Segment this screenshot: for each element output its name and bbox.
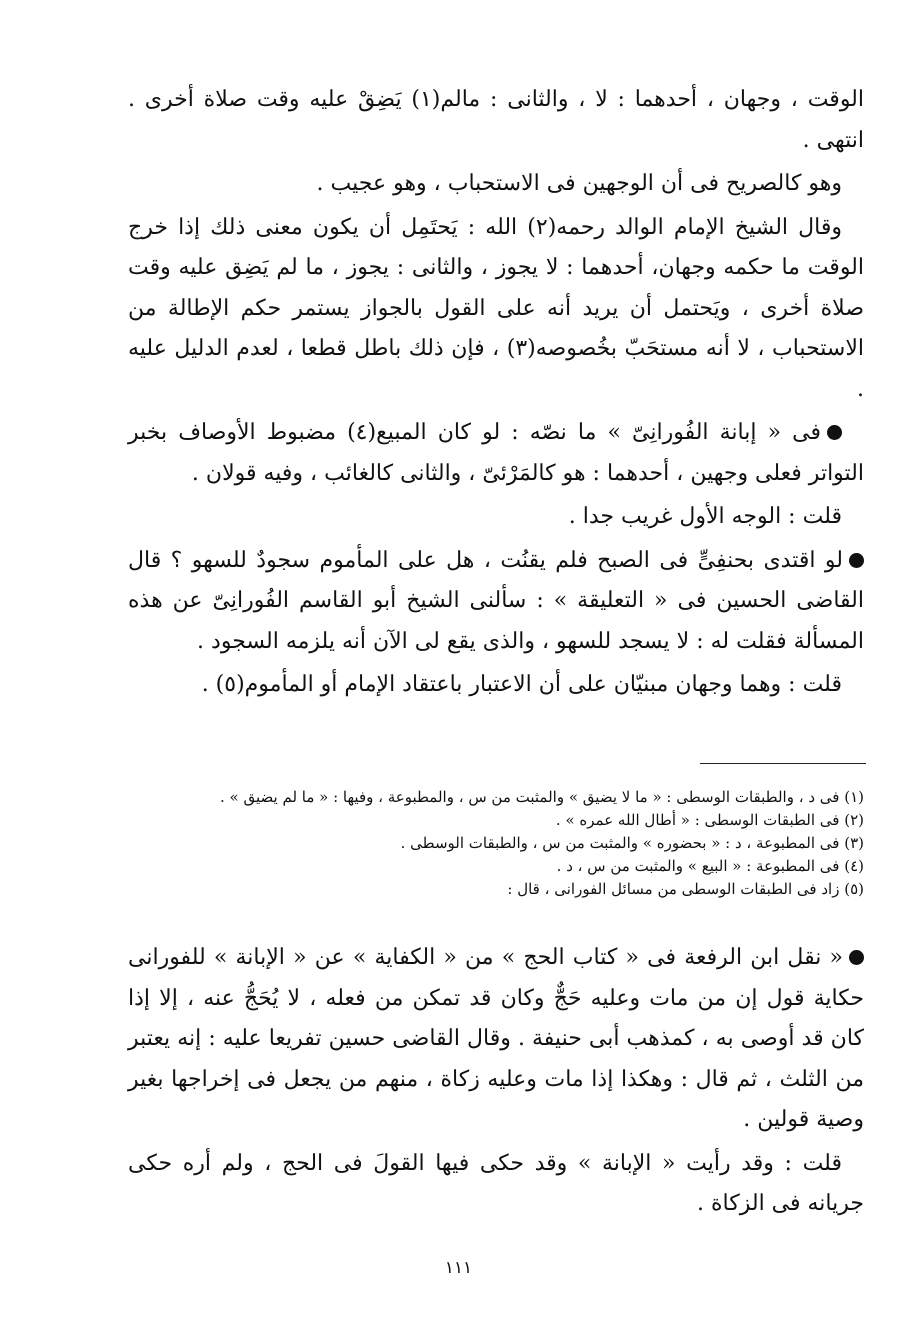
paragraph-3 (128, 208, 864, 411)
page-number: ١١١ (444, 1258, 473, 1278)
paragraph-text: فى « إبانة الفُورانِىّ » ما نصّه : لو كان المبيع(٤) مضبوط الأوصاف بخبر التواتر فعلى وجهين ، أحدهما : هو كالمَرْئىّ ، والثانى كالغائب ، وفيه قولان . (128, 420, 864, 486)
paragraph-2 (128, 164, 864, 205)
paragraph-7 (128, 665, 864, 706)
paragraph-text: لو اقتدى بحنفِىٍّ فى الصبح فلم يقنُت ، هل على المأموم سجودٌ للسهو ؟ قال القاضى الحسين فى « التعليقة » : سألنى الشيخ أبو القاسم الفُورانِىّ عن هذه المسألة فقلت له : لا يسجد للسهو ، والذى يقع لى الآن أنه يلزمه السجود . (128, 547, 864, 654)
paragraph-4 (128, 413, 864, 494)
paragraph-5 (128, 497, 864, 538)
paragraph-6 (128, 541, 864, 663)
bullet-icon (849, 950, 864, 965)
paragraph-1 (128, 80, 864, 161)
footnotes (128, 786, 864, 901)
continuation-paragraph-2 (128, 1144, 864, 1225)
paragraph-text: وقال الشيخ الإمام الوالد رحمه(٢) الله : يَحتَمِل أن يكون معنى ذلك إذا خرج الوقت ما حكمه وجهان، أحدهما : لا يجوز ، والثانى : يجوز ، ما لم يَضِق عليه وقت صلاة أخرى ، ويَحتمل أن يريد أنه على القول بالجواز يستمر حكم الإطالة من الاستحباب ، لا أنه مستحَبّ بخُصوصه(٣) ، فإن ذلك باطل قطعا ، لعدم الدليل عليه . (128, 214, 864, 402)
bullet-icon (849, 553, 864, 568)
paragraph-text: قلت : وقد رأيت « الإبانة » وقد حكى فيها القولَ فى الحج ، ولم أره حكى جريانه فى الزكاة . (128, 1150, 864, 1216)
footnote-2: (٢) فى الطبقات الوسطى : « أطال الله عمره » . (555, 811, 864, 829)
main-text (128, 80, 864, 709)
footnote-4: (٤) فى المطبوعة : « البيع » والمثبت من س ، د . (556, 857, 864, 875)
paragraph-text: الوقت ، وجهان ، أحدهما : لا ، والثانى : مالم(١) يَضِقْ عليه وقت صلاة أخرى . انتهى . (128, 87, 864, 153)
bullet-icon (827, 425, 842, 440)
footnote-5: (٥) زاد فى الطبقات الوسطى من مسائل الفورانى ، قال : (507, 880, 864, 898)
footnote-1: (١) فى د ، والطبقات الوسطى : « ما لا يضيق » والمثبت من س ، والمطبوعة ، وفيها : « ما لم يضيق » . (220, 788, 864, 806)
footnote-separator (700, 763, 866, 764)
paragraph-text: « نقل ابن الرفعة فى « كتاب الحج » من « الكفاية » عن « الإبانة » للفورانى حكاية قول إن من مات وعليه حَجٌّ وكان قد تمكن من فعله ، لا يُحَجُّ عنه ، إلا إذا كان قد أوصى به ، كمذهب أبى حنيفة . وقال القاضى حسين تفريعا عليه : إنه يعتبر من الثلث ، ثم قال : وهكذا إذا مات وعليه زكاة ، منهم من يجعل فى إخراجها بغير وصية قولين . (128, 945, 864, 1132)
footnote-continuation (128, 938, 864, 1228)
footnote-3: (٣) فى المطبوعة ، د : « بحضوره » والمثبت من س ، والطبقات الوسطى . (400, 834, 864, 852)
paragraph-text: قلت : الوجه الأول غريب جدا . (568, 504, 842, 529)
paragraph-text: قلت : وهما وجهان مبنيّان على أن الاعتبار باعتقاد الإمام أو المأموم(٥) . (201, 672, 842, 697)
paragraph-text: وهو كالصريح فى أن الوجهين فى الاستحباب ، وهو عجيب . (316, 171, 842, 196)
continuation-paragraph-1 (128, 938, 864, 1141)
